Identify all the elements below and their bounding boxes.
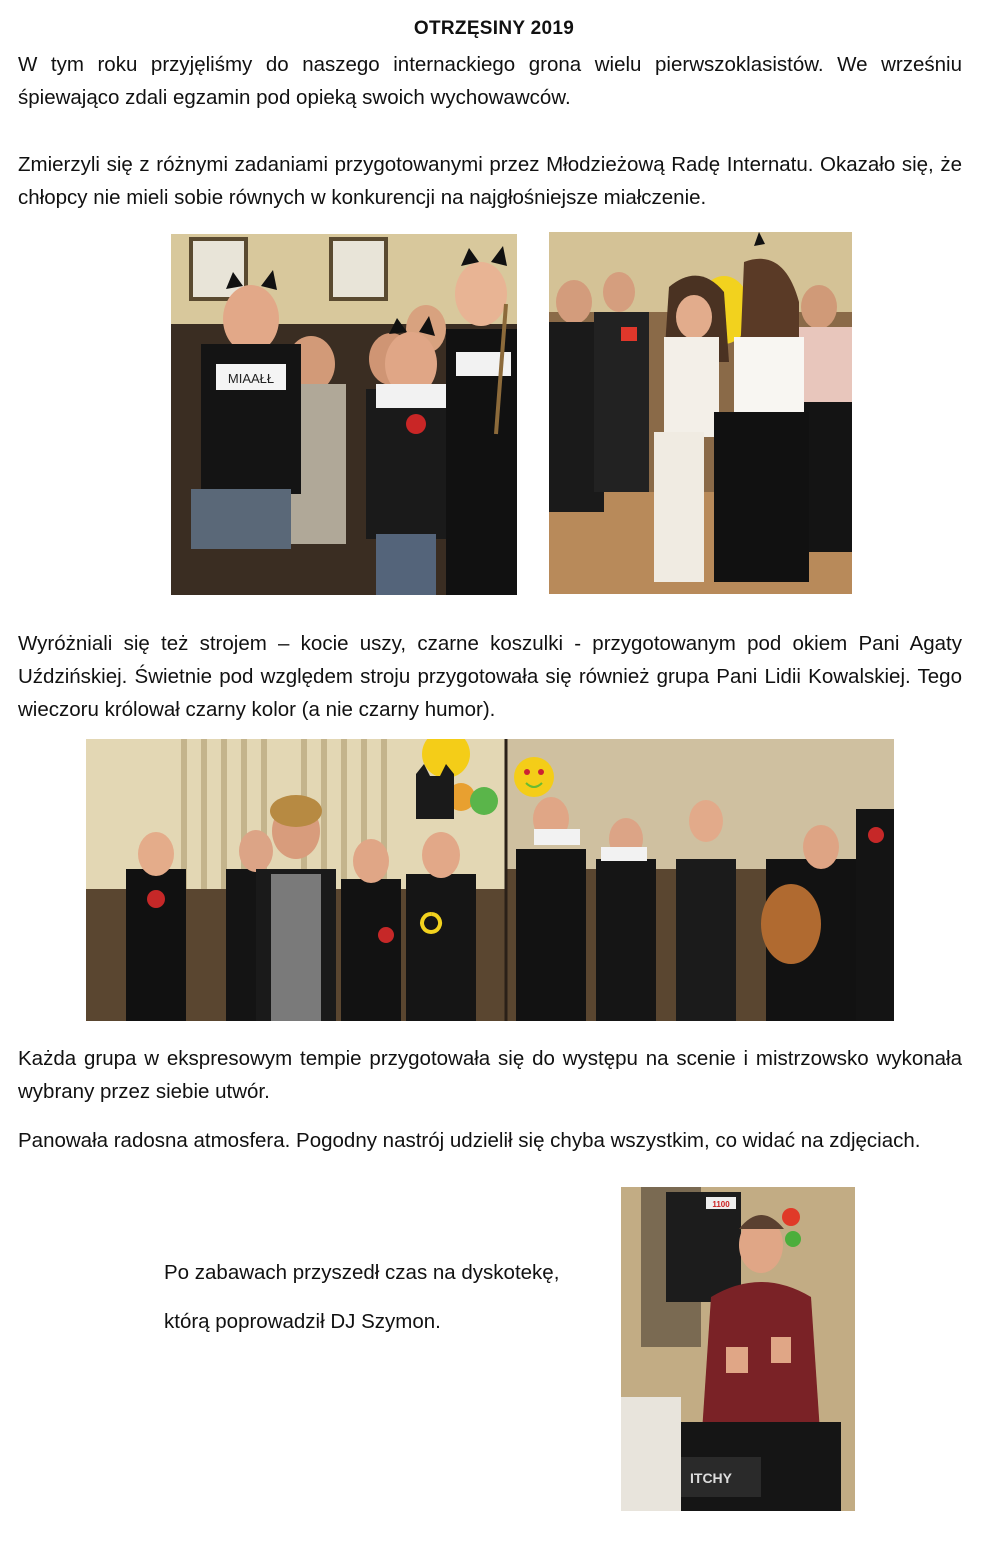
paragraph-atmosphere: Panowała radosna atmosfera. Pogodny nastrój udzielił się chyba wszystkim, co widać na zdjęciach. (18, 1129, 921, 1152)
page-title: OTRZĘSINY 2019 (413, 18, 575, 39)
photo-dj-szymon (621, 1187, 855, 1511)
paragraph-tasks: Zmierzyli się z różnymi zadaniami przygotowanymi przez Młodzieżową Radę Internatu. Okazało się, że chłopcy nie mieli sobie równych w konkurencji na najgłośniejsze miałczenie. (18, 153, 962, 209)
photo-boys-meowing (171, 234, 517, 595)
caption-line-1: Po zabawach przyszedł czas na dyskotekę, (164, 1261, 560, 1284)
speaker-label: 1100 (712, 1200, 730, 1209)
paragraph-costumes: Wyróżniali się też strojem – kocie uszy, czarne koszulki - przygotowanym pod okiem Pani Agaty Uździńskiej. Świetnie pod względem stroju przygotowała się również grupa Pani Lidii Kowalskiej. Tego wieczoru królował czarny kolor (a nie czarny humor). (18, 632, 962, 721)
paragraph-performance: Każda grupa w ekspresowym tempie przygotowała się do występu na scenie i mistrzowsko wykonała wybrany przez siebie utwór. (18, 1047, 962, 1103)
console-label: ITCHY (690, 1470, 732, 1486)
name-tag-text: MIAAŁŁ (227, 371, 275, 386)
photo-girls-dancing (549, 232, 852, 594)
paragraph-intro: W tym roku przyjęliśmy do naszego internackiego grona wielu pierwszoklasistów. We wrześniu śpiewająco zdali egzamin pod opieką swoich wychowawców. (18, 53, 962, 109)
caption-line-2: którą poprowadził DJ Szymon. (164, 1310, 441, 1333)
photo-group-panorama (86, 739, 894, 1021)
